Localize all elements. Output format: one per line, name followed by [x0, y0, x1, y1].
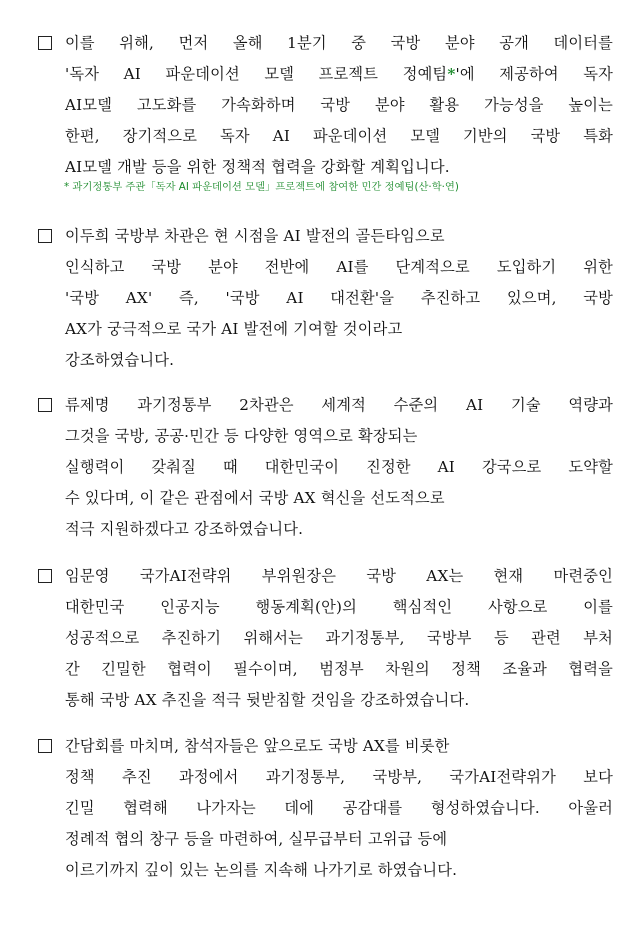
- paragraph-line: 강조하였습니다.: [65, 351, 175, 369]
- checkbox-bullet-icon: [38, 739, 52, 753]
- paragraph-line: [65, 59, 613, 90]
- paragraph-line: 성공적으로 추진하기 위해서는 과기정통부, 국방부 등 관련 부처: [65, 629, 613, 647]
- paragraph-5-text: [65, 731, 613, 886]
- paragraph-line: 수 있다며, 이 같은 관점에서 국방 AX 혁신을 선도적으로: [65, 489, 445, 507]
- paragraph-3-text: [65, 390, 613, 545]
- paragraph-line: 임문영 국가AI전략위 부위원장은 국방 AX는 현재 마련중인: [65, 567, 613, 585]
- checkbox-bullet-icon: [38, 36, 52, 50]
- paragraph-line: 한편, 장기적으로 독자 AI 파운데이션 모델 기반의 국방 특화: [65, 127, 613, 145]
- paragraph-line: 대한민국 인공지능 행동계획(안)의 핵심적인 사항으로 이를: [65, 598, 613, 616]
- paragraph-4-text: [65, 561, 613, 716]
- paragraph-line: 정책 추진 과정에서 과기정통부, 국방부, 국가AI전략위가 보다: [65, 768, 613, 786]
- paragraph-line: AI모델 고도화를 가속화하며 국방 분야 활용 가능성을 높이는: [65, 96, 613, 114]
- paragraph-line-part: '독자 AI 파운데이션 모델 프로젝트 정예팀: [65, 65, 448, 83]
- footnote-marker: *: [447, 65, 456, 83]
- paragraph-line: 류제명 과기정통부 2차관은 세계적 수준의 AI 기술 역량과: [65, 396, 613, 414]
- paragraph-line: 실행력이 갖춰질 때 대한민국이 진정한 AI 강국으로 도약할: [65, 458, 613, 476]
- paragraph-line: 간담회를 마치며, 참석자들은 앞으로도 국방 AX를 비롯한: [65, 737, 450, 755]
- paragraph-line: 이두희 국방부 차관은 현 시점을 AI 발전의 골든타임으로: [65, 227, 445, 245]
- checkbox-bullet-icon: [38, 229, 52, 243]
- paragraph-line: 통해 국방 AX 추진을 적극 뒷받침할 것임을 강조하였습니다.: [65, 691, 470, 709]
- paragraph-line: AX가 궁극적으로 국가 AI 발전에 기여할 것이라고: [65, 320, 403, 338]
- paragraph-line: 긴밀 협력해 나가자는 데에 공감대를 형성하였습니다. 아울러: [65, 799, 613, 817]
- paragraph-1-text: [65, 28, 613, 183]
- paragraph-2-text: [65, 221, 613, 376]
- paragraph-line: 인식하고 국방 분야 전반에 AI를 단계적으로 도입하기 위한: [65, 258, 613, 276]
- paragraph-line: '국방 AX' 즉, '국방 AI 대전환'을 추진하고 있으며, 국방: [65, 289, 613, 307]
- checkbox-bullet-icon: [38, 569, 52, 583]
- paragraph-line: 적극 지원하겠다고 강조하였습니다.: [65, 520, 304, 538]
- paragraph-line-part: '에 제공하여 독자: [455, 65, 613, 83]
- checkbox-bullet-icon: [38, 398, 52, 412]
- paragraph-line: AI모델 개발 등을 위한 정책적 협력을 강화할 계획입니다.: [65, 158, 450, 176]
- paragraph-line: 이르기까지 깊이 있는 논의를 지속해 나가기로 하였습니다.: [65, 861, 458, 879]
- paragraph-line: 이를 위해, 먼저 올해 1분기 중 국방 분야 공개 데이터를: [65, 34, 613, 52]
- paragraph-line: 그것을 국방, 공공·민간 등 다양한 영역으로 확장되는: [65, 427, 418, 445]
- paragraph-line: 정례적 협의 창구 등을 마련하여, 실무급부터 고위급 등에: [65, 830, 448, 848]
- paragraph-line: 간 긴밀한 협력이 필수이며, 범정부 차원의 정책 조율과 협력을: [65, 660, 613, 678]
- footnote: * 과기정통부 주관「독자 AI 파운데이션 모델」프로젝트에 참여한 민간 정예팀(산·학·연): [64, 181, 459, 193]
